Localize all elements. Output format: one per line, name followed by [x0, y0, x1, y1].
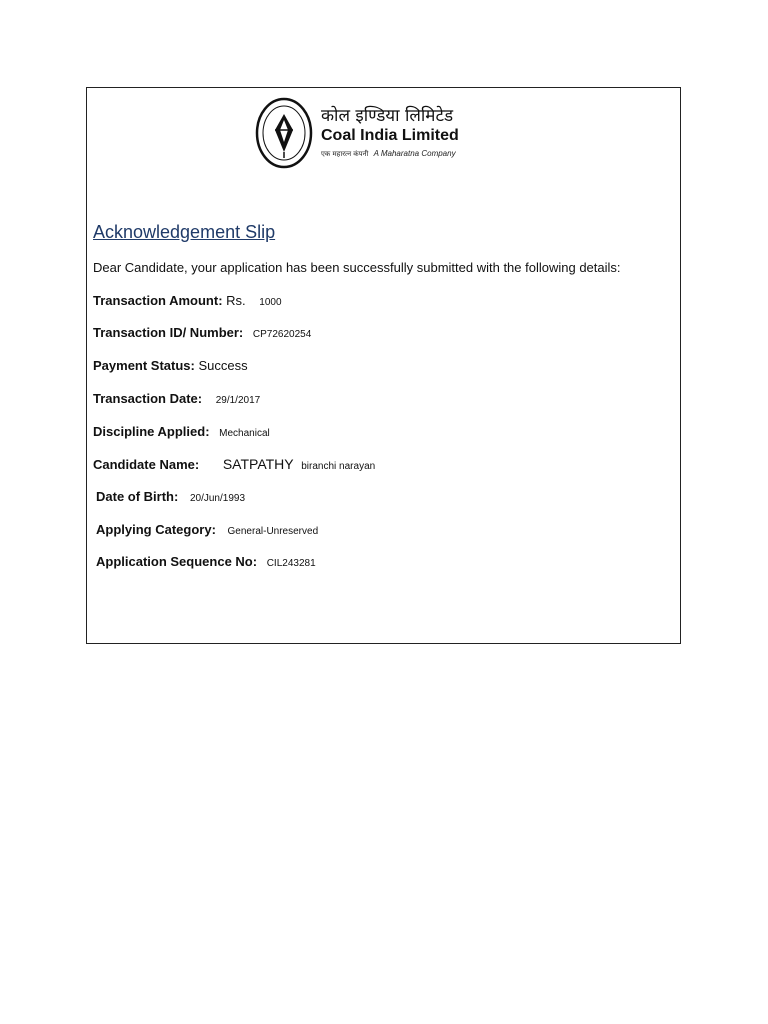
transaction-id-row	[93, 325, 311, 343]
discipline-value: Mechanical	[219, 428, 270, 439]
candidate-surname: SATPATHY	[222, 456, 294, 472]
date-of-birth-label: Date of Birth:	[96, 489, 179, 504]
applying-category-value: General-Unreserved	[227, 526, 319, 537]
tagline-english: A Maharatna Company	[373, 149, 456, 158]
transaction-id-label: Transaction ID/ Number:	[93, 325, 244, 340]
transaction-date-row	[93, 391, 260, 409]
application-sequence-value: CIL243281	[266, 558, 316, 569]
page-title: Acknowledgement Slip	[93, 222, 276, 242]
payment-status-value: Success	[198, 358, 248, 373]
date-of-birth-row	[96, 489, 245, 507]
tagline-hindi: एक महारत्न कंपनी	[321, 150, 369, 158]
applying-category-row	[96, 522, 318, 540]
transaction-amount-row	[93, 293, 282, 311]
intro-text: Dear Candidate, your application has been successfully submitted with the following details:	[93, 260, 621, 275]
application-sequence-row	[96, 554, 316, 572]
payment-status-label: Payment Status:	[93, 358, 195, 373]
company-tagline	[321, 149, 456, 159]
application-sequence-label: Application Sequence No:	[96, 554, 258, 569]
date-of-birth-value: 20/Jun/1993	[189, 493, 246, 504]
discipline-label: Discipline Applied:	[93, 424, 210, 439]
transaction-date-label: Transaction Date:	[93, 391, 203, 406]
candidate-given-name: biranchi narayan	[301, 461, 376, 472]
coal-india-logo	[253, 96, 493, 172]
transaction-id-value: CP72620254	[252, 329, 312, 340]
transaction-amount-value: 1000	[259, 297, 282, 308]
coal-india-emblem-icon	[253, 96, 315, 170]
transaction-date-value: 29/1/2017	[215, 395, 261, 406]
discipline-row	[93, 424, 270, 442]
company-name-hindi: कोल इण्डिया लिमिटेड	[321, 106, 454, 126]
candidate-name-label: Candidate Name:	[93, 457, 200, 472]
payment-status-row	[93, 358, 248, 374]
currency-label: Rs.	[226, 293, 246, 308]
company-name-english: Coal India Limited	[321, 127, 459, 144]
acknowledgement-slip	[86, 87, 681, 644]
transaction-amount-label: Transaction Amount:	[93, 293, 223, 308]
applying-category-label: Applying Category:	[96, 522, 216, 537]
candidate-name-row	[93, 456, 375, 475]
